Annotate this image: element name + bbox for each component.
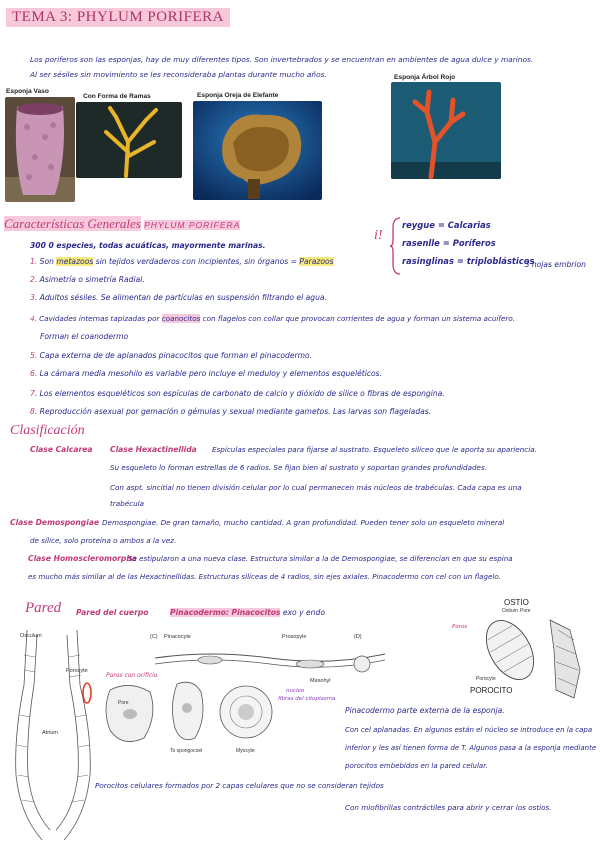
general-item-3: 3. Adultos sésiles. Se alimentan de partículas en suspensión filtrando el agua. [30,293,327,302]
diagram-pinacoderm [150,640,390,680]
general-item-7: 7. Los elementos esqueléticos son espículas de carbonato de calcio y dióxido de sílice o fibras de espongina. [30,389,445,398]
taxonomy-note: 3 hojas embrion [524,260,586,269]
general-item-4-cont: Forman el coanodermo [40,332,129,341]
label-poros-pink: Poros [452,624,468,630]
label-ostio: OSTIO [504,598,529,607]
label-atrium: Atrium [42,730,58,736]
general-item-5: 5. Capa externa de de aplanados pinacocitos que forman el pinacodermo. [30,351,313,360]
page-title: TEMA 3: PHYLUM PORIFERA [6,8,230,27]
demospongiae-label: Clase Demospongiae [10,518,100,527]
demo-line-1: Demospongiae. De gran tamaño, mucho cantidad. A gran profundidad. Pueden tener solo un esqueleto mineral [102,518,505,527]
diagram-spongocoel-cell [165,678,210,748]
hexact-line-3: Con aspt. sincitial no tienen división celular por lo cual permanecen más núcleos de trabéculas. Cada capa es una [110,483,522,492]
pared-right-line-4: porocitos embebidos en la pared celular. [345,762,488,770]
photo-caption-arbol: Esponja Árbol Rojo [394,74,456,81]
pared-right-line-1: Pinacodermo parte externa de la esponja. [345,706,505,715]
general-heading: Características Generales PHYLUM PORIFERA [4,216,241,231]
pared-right-line-2: Con cel aplanadas. En algunos están el núcleo se introduce en la capa [345,726,593,734]
label-nucleo: nucleo [286,688,305,694]
photo-caption-ramas: Con Forma de Ramas [83,93,151,100]
hexact-line-1: Espículas especiales para fijarse al sustrato. Esqueleto silíceo que le aporta su apariencia. [212,445,537,454]
label-osculum: Osculum [20,633,42,639]
label-prosopyle: Prosopyle [282,634,307,640]
calcarea-label: Clase Calcarea [30,445,93,454]
general-item-8: 8. Reproducción asexual por gemación o gémulas y sexual mediante gametos. Las larvas son flageladas. [30,407,432,416]
hexact-line-2: Su esqueleto lo forman estrellas de 6 radios. Se fijan bien al sustrato y soportan grandes profundidades. [110,463,488,472]
photo-esponja-vaso [5,97,75,202]
pared-right-line-3: inferior y les así tienen forma de T. Algunos pasa a la esponja mediante [345,744,597,752]
pared-sub-1: Pared del cuerpo [76,608,149,617]
pared-bottom-right: Con miofibrillas contráctiles para abrir y cerrar los ostios. [345,803,552,812]
intro-line-2: Al ser sésiles sin movimiento se les reconsideraba plantas durante mucho años. [30,70,327,79]
exclaim-mark: i! [374,228,383,243]
label-mesohyl: Mesohyl [310,678,331,684]
label-pore-2: Pore [520,608,531,614]
hexact-line-4: trabécula [110,499,145,508]
label-ostium: Ostium [502,608,518,614]
photo-esponja-ramas [76,102,182,178]
photo-caption-oreja: Esponja Oreja de Elefante [197,92,279,99]
pared-bottom-left: Porocitos celulares formados por 2 capas celulares que no se consideran tejidos [95,781,384,790]
hexactinellida-label: Clase Hexactinellida [110,445,197,454]
label-pore: Pore [118,700,129,706]
photo-esponja-arbol [391,82,501,179]
label-porocito: POROCITO [470,686,513,695]
demo-line-2: de sílice, solo proteína o ambos a la vez. [30,536,177,545]
classification-heading: Clasificación [10,423,85,438]
label-myocyte: Myocyte [236,748,255,754]
taxonomy-row-2: rasenlle = Poríferos [402,238,496,248]
general-item-4: 4. Cavidades internas tapizadas por coanocitos con flagelos con collar que provocan corrientes de agua y forman un sistema acuífero. [30,314,516,323]
label-spongocoel: To spongocoel [170,748,203,754]
pared-sub-2: Pinacodermo: Pinacocitos exo y endo [170,608,325,617]
taxonomy-row-1: reygue = Calcarias [402,220,491,230]
general-item-1: 1. Son metazoos sin tejidos verdaderos con incipientes, sin órganos = Parazoos [30,257,334,266]
label-pinacocyte: Pinacocyte [164,634,191,640]
general-item-6: 6. La cámara media mesohilo es variable pero incluye el meduloy y elementos esqueléticos. [30,369,383,378]
diagram-porocyte-cell [100,680,160,750]
label-poros-orificio: Poros con orificio [106,672,158,679]
photo-caption-vaso: Esponja Vaso [6,88,49,95]
pared-heading: Pared [25,600,62,616]
general-count: 300 0 especies, todas acuáticas, mayormente marinas. [30,241,266,250]
general-item-2: 2. Asimetría o simetría Radial. [30,275,145,284]
homo-line-2: es mucho más similar al de las Hexactinellidas. Estructuras silíceas de 4 radios, sin ejes axiales. Pinacodermo con cel con un flagelo. [28,572,501,581]
diagram-myocyte-ring [215,682,277,742]
label-fibras: fibras del citoplasma [278,696,336,702]
taxonomy-brace [390,216,402,276]
photo-esponja-oreja [193,101,322,200]
homoscleromorpha-label: Clase Homoscleromorpha [28,554,137,563]
label-porocyte-2: Porocyte [476,676,496,682]
label-panel-d: (D) [354,634,362,640]
label-panel-c: (C) [150,634,158,640]
homo-line-1: Se estipularon a una nueva clase. Estructura similar a la de Demospongiae, se diferencian en que su espina [128,554,513,563]
taxonomy-row-3: rasinglinas = triploblásticos [402,256,535,266]
label-porocyte: Porocyte [66,668,88,674]
intro-line-1: Los poriferos son las esponjas, hay de muy diferentes tipos. Son invertebrados y se encuentran en ambientes de agua dulce y marinos. [30,55,534,64]
